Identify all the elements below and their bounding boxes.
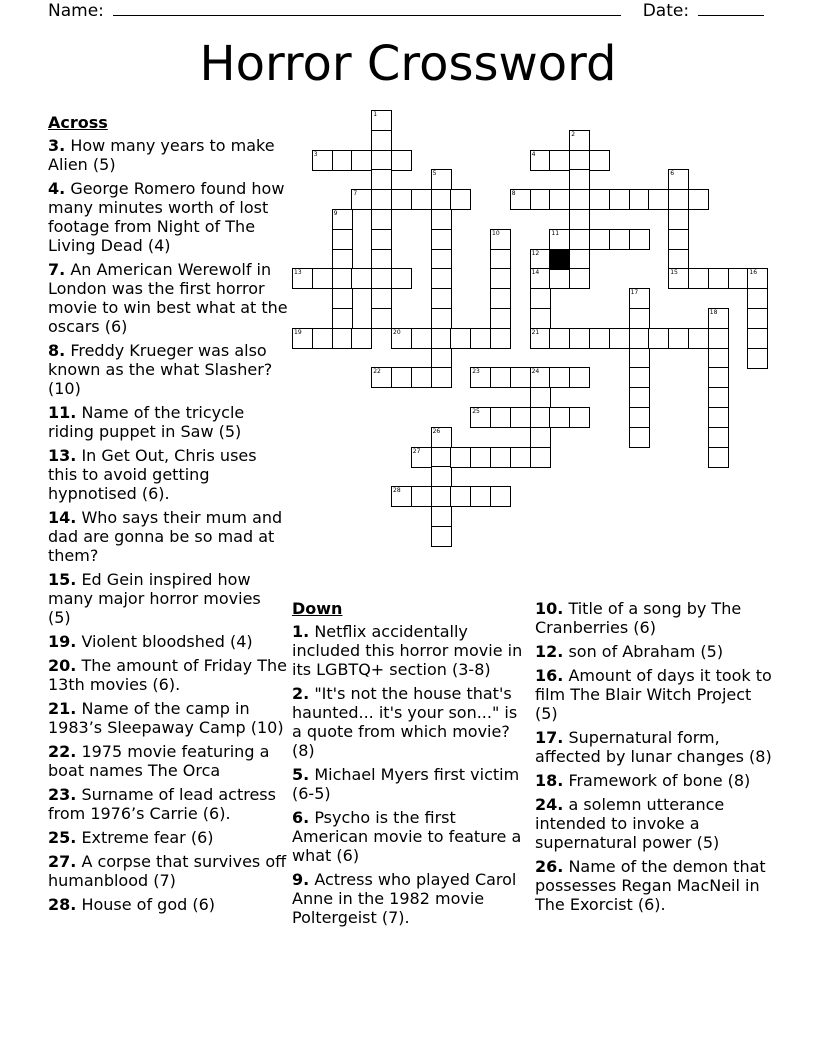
grid-cell[interactable]: [747, 288, 768, 309]
grid-cell[interactable]: [371, 130, 392, 151]
clue-text: Who says their mum and dad are gonna be so mad at them?: [48, 508, 283, 565]
grid-cell[interactable]: [431, 229, 452, 250]
grid-cell[interactable]: [668, 169, 689, 190]
cell-number: 22: [373, 368, 381, 376]
grid-cell[interactable]: [589, 150, 610, 171]
grid-cell[interactable]: [391, 367, 412, 388]
grid-cell[interactable]: [431, 268, 452, 289]
clue-item: [48, 136, 288, 174]
name-label: Name:: [48, 1, 104, 21]
clue-text: An American Werewolf in London was the first horror movie to win best what at the oscars (6): [48, 260, 288, 336]
cell-number: 20: [393, 328, 401, 336]
grid-cell[interactable]: [589, 328, 610, 349]
grid-cell[interactable]: [292, 268, 313, 289]
cell-number: 7: [353, 190, 358, 198]
grid-cell[interactable]: [569, 367, 590, 388]
grid-cell[interactable]: [589, 189, 610, 210]
grid-cell[interactable]: [510, 407, 531, 428]
clue-text: Name of the camp in 1983’s Sleepaway Camp (10): [48, 699, 284, 737]
grid-cell[interactable]: [530, 427, 551, 448]
clue-text: a solemn utterance intended to invoke a supernatural power (5): [535, 795, 725, 852]
grid-cell[interactable]: [668, 209, 689, 230]
clue-number: 12.: [535, 642, 564, 661]
grid-cell[interactable]: [431, 288, 452, 309]
clue-item: [292, 765, 530, 803]
grid-cell[interactable]: [569, 268, 590, 289]
grid-cell[interactable]: [530, 288, 551, 309]
clue-number: 16.: [535, 666, 564, 685]
clue-item: [535, 771, 775, 790]
clue-item: [535, 599, 775, 637]
grid-cell[interactable]: [629, 308, 650, 329]
grid-cell[interactable]: [332, 209, 353, 230]
cell-number: 9: [333, 210, 338, 217]
grid-cell[interactable]: [530, 387, 551, 408]
cell-number: 21: [531, 328, 540, 336]
grid-cell[interactable]: [530, 367, 551, 388]
clue-item: [292, 622, 530, 679]
clue-number: 7.: [48, 260, 66, 279]
clue-item: [535, 857, 775, 914]
clue-number: 2.: [292, 684, 310, 703]
clue-item: [48, 570, 288, 627]
grid-cell[interactable]: [371, 150, 392, 171]
header-fields: [48, 0, 764, 21]
cell-number: 11: [551, 229, 560, 237]
grid-cell[interactable]: [450, 447, 471, 468]
grid-cell[interactable]: [530, 308, 551, 329]
grid-cell[interactable]: [431, 447, 452, 468]
grid-cell[interactable]: [688, 328, 709, 349]
clue-number: 10.: [535, 599, 564, 618]
clue-number: 8.: [48, 341, 66, 360]
grid-cell[interactable]: [708, 427, 729, 448]
clue-text: Actress who played Carol Anne in the 1982 movie Poltergeist (7).: [292, 870, 517, 927]
grid-cell[interactable]: [530, 268, 551, 289]
grid-cell[interactable]: [371, 229, 392, 250]
clue-number: 22.: [48, 742, 77, 761]
grid-cell[interactable]: [411, 189, 432, 210]
crossword-grid: [292, 110, 772, 550]
cell-number: 10: [492, 229, 500, 237]
down-clues: [292, 599, 530, 932]
grid-cell[interactable]: [431, 189, 452, 210]
cell-number: 27: [412, 447, 421, 455]
clue-text: How many years to make Alien (5): [48, 136, 275, 174]
grid-cell[interactable]: [490, 229, 511, 250]
grid-cell[interactable]: [747, 268, 768, 289]
grid-cell[interactable]: [312, 150, 333, 171]
clue-text: Violent bloodshed (4): [81, 632, 253, 651]
clue-text: Ed Gein inspired how many major horror movies (5): [48, 570, 261, 627]
cell-number: 15: [670, 269, 678, 277]
clue-number: 24.: [535, 795, 564, 814]
clue-item: [48, 895, 288, 914]
grid-cell[interactable]: [609, 189, 630, 210]
grid-cell[interactable]: [431, 249, 452, 270]
clue-text: House of god (6): [81, 895, 216, 914]
clue-number: 23.: [48, 785, 77, 804]
grid-cell[interactable]: [470, 367, 491, 388]
grid-cell[interactable]: [530, 447, 551, 468]
grid-cell[interactable]: [351, 150, 372, 171]
grid-cell[interactable]: [371, 189, 392, 210]
grid-cell[interactable]: [549, 328, 570, 349]
grid-cell[interactable]: [549, 150, 570, 171]
grid-cell[interactable]: [530, 249, 551, 270]
cell-number: 2: [571, 130, 576, 138]
grid-cell[interactable]: [668, 229, 689, 250]
grid-cell[interactable]: [629, 189, 650, 210]
grid-cell[interactable]: [431, 308, 452, 329]
grid-cell[interactable]: [371, 367, 392, 388]
grid-cell[interactable]: [629, 348, 650, 369]
grid-cell[interactable]: [371, 249, 392, 270]
cell-number: 25: [472, 408, 480, 415]
grid-cell[interactable]: [411, 328, 432, 349]
grid-cell[interactable]: [530, 150, 551, 171]
grid-cell[interactable]: [450, 486, 471, 507]
clue-text: Framework of bone (8): [568, 771, 751, 790]
grid-cell[interactable]: [609, 328, 630, 349]
clue-item: [48, 656, 288, 694]
grid-cell[interactable]: [391, 189, 412, 210]
clue-item: [48, 341, 288, 398]
clue-number: 15.: [48, 570, 77, 589]
grid-cell[interactable]: [470, 486, 491, 507]
grid-cell[interactable]: [411, 367, 432, 388]
grid-cell[interactable]: [490, 249, 511, 270]
grid-cell[interactable]: [668, 328, 689, 349]
grid-cell[interactable]: [589, 229, 610, 250]
clue-item: [535, 642, 775, 661]
grid-cell[interactable]: [431, 427, 452, 448]
grid-cell[interactable]: [609, 229, 630, 250]
grid-cell[interactable]: [431, 466, 452, 487]
grid-cell[interactable]: [490, 268, 511, 289]
grid-cell[interactable]: [549, 268, 570, 289]
page-title: Horror Crossword: [199, 36, 617, 92]
grid-cell[interactable]: [569, 209, 590, 230]
grid-cell[interactable]: [411, 486, 432, 507]
down-heading: Down: [292, 599, 343, 618]
grid-cell[interactable]: [490, 308, 511, 329]
grid-cell[interactable]: [332, 249, 353, 270]
clue-number: 1.: [292, 622, 310, 641]
clue-number: 11.: [48, 403, 77, 422]
clue-text: son of Abraham (5): [568, 642, 724, 661]
clue-text: Netflix accidentally included this horror movie in its LGBTQ+ section (3-8): [292, 622, 523, 679]
grid-cell[interactable]: [490, 447, 511, 468]
clue-number: 5.: [292, 765, 310, 784]
grid-cell[interactable]: [470, 447, 491, 468]
clue-text: "It's not the house that's haunted... it's your son..." is a quote from which movie? (8): [292, 684, 518, 760]
down-clues-continued: [535, 599, 775, 919]
grid-cell[interactable]: [431, 169, 452, 190]
grid-cell[interactable]: [530, 328, 551, 349]
grid-cell[interactable]: [450, 328, 471, 349]
grid-cell[interactable]: [747, 348, 768, 369]
clue-item: [535, 795, 775, 852]
grid-cell[interactable]: [569, 328, 590, 349]
cell-number: 17: [630, 289, 639, 297]
clue-number: 13.: [48, 446, 77, 465]
clue-number: 21.: [48, 699, 77, 718]
grid-cell[interactable]: [391, 150, 412, 171]
clue-text: Amount of days it took to film The Blair Witch Project (5): [535, 666, 772, 723]
date-label: Date:: [642, 1, 690, 21]
clue-number: 19.: [48, 632, 77, 651]
clue-item: [535, 728, 775, 766]
cell-number: 3: [313, 150, 318, 158]
clue-text: Freddy Krueger was also known as the what Slasher? (10): [48, 341, 273, 398]
grid-cell[interactable]: [530, 189, 551, 210]
clue-text: A corpse that survives off humanblood (7): [48, 852, 287, 890]
grid-cell[interactable]: [668, 249, 689, 270]
clue-item: [48, 699, 288, 737]
grid-cell[interactable]: [668, 268, 689, 289]
grid-cell[interactable]: [549, 367, 570, 388]
grid-cell[interactable]: [490, 407, 511, 428]
cell-number: 13: [294, 269, 302, 277]
grid-cell[interactable]: [569, 407, 590, 428]
grid-cell[interactable]: [569, 189, 590, 210]
grid-cell[interactable]: [708, 407, 729, 428]
grid-cell[interactable]: [569, 229, 590, 250]
clue-item: [48, 179, 288, 255]
clue-item: [48, 260, 288, 336]
grid-cell[interactable]: [371, 308, 392, 329]
across-clues: [48, 113, 288, 919]
clue-number: 20.: [48, 656, 77, 675]
clue-item: [48, 403, 288, 441]
grid-cell[interactable]: [629, 288, 650, 309]
clue-number: 28.: [48, 895, 77, 914]
cell-number: 16: [749, 269, 758, 277]
grid-cell[interactable]: [371, 169, 392, 190]
clue-text: Name of the tricycle riding puppet in Saw (5): [48, 403, 245, 441]
grid-cell[interactable]: [351, 189, 372, 210]
across-heading: Across: [48, 113, 108, 132]
clue-item: [535, 666, 775, 723]
grid-black-cell: [549, 249, 570, 270]
cell-number: 5: [432, 170, 437, 178]
clue-item: [48, 852, 288, 890]
grid-cell[interactable]: [490, 288, 511, 309]
grid-cell[interactable]: [569, 150, 590, 171]
grid-cell[interactable]: [708, 387, 729, 408]
grid-cell[interactable]: [312, 328, 333, 349]
grid-cell[interactable]: [688, 268, 709, 289]
grid-cell[interactable]: [708, 348, 729, 369]
grid-cell[interactable]: [490, 486, 511, 507]
date-blank[interactable]: [698, 0, 764, 16]
clue-item: [48, 508, 288, 565]
clue-number: 9.: [292, 870, 310, 889]
grid-cell[interactable]: [490, 367, 511, 388]
grid-cell[interactable]: [391, 486, 412, 507]
grid-cell[interactable]: [431, 486, 452, 507]
clue-number: 4.: [48, 179, 66, 198]
grid-cell[interactable]: [450, 189, 471, 210]
grid-cell[interactable]: [332, 308, 353, 329]
cell-number: 4: [531, 150, 536, 158]
grid-cell[interactable]: [629, 328, 650, 349]
clue-text: 1975 movie featuring a boat names The Orca: [48, 742, 270, 780]
grid-cell[interactable]: [668, 189, 689, 210]
grid-cell[interactable]: [371, 268, 392, 289]
clue-item: [48, 446, 288, 503]
grid-cell[interactable]: [629, 387, 650, 408]
grid-cell[interactable]: [549, 407, 570, 428]
grid-cell[interactable]: [688, 189, 709, 210]
cell-number: 14: [531, 269, 540, 277]
grid-cell[interactable]: [312, 268, 333, 289]
cell-number: 24: [531, 368, 540, 376]
grid-cell[interactable]: [747, 328, 768, 349]
cell-number: 28: [393, 487, 401, 495]
grid-cell[interactable]: [431, 328, 452, 349]
clue-text: The amount of Friday The 13th movies (6).: [48, 656, 287, 694]
grid-cell[interactable]: [292, 328, 313, 349]
clue-text: In Get Out, Chris uses this to avoid getting hypnotised (6).: [48, 446, 257, 503]
clue-number: 27.: [48, 852, 77, 871]
clue-item: [48, 632, 288, 651]
clue-number: 17.: [535, 728, 564, 747]
grid-cell[interactable]: [708, 367, 729, 388]
clue-item: [48, 785, 288, 823]
grid-cell[interactable]: [708, 308, 729, 329]
clue-number: 26.: [535, 857, 564, 876]
cell-number: 12: [531, 249, 540, 257]
clue-number: 6.: [292, 808, 310, 827]
grid-cell[interactable]: [371, 110, 392, 131]
grid-cell[interactable]: [332, 328, 353, 349]
grid-cell[interactable]: [510, 189, 531, 210]
grid-cell[interactable]: [351, 328, 372, 349]
clue-item: [292, 870, 530, 927]
grid-cell[interactable]: [648, 189, 669, 210]
grid-cell[interactable]: [549, 189, 570, 210]
cell-number: 8: [511, 190, 516, 198]
cell-number: 18: [709, 309, 718, 316]
grid-cell[interactable]: [371, 209, 392, 230]
clue-number: 25.: [48, 828, 77, 847]
grid-cell[interactable]: [629, 407, 650, 428]
cell-number: 1: [373, 111, 378, 118]
grid-cell[interactable]: [332, 150, 353, 171]
grid-cell[interactable]: [569, 249, 590, 270]
cell-number: 19: [294, 328, 302, 336]
clue-text: Title of a song by The Cranberries (6): [535, 599, 742, 637]
cell-number: 26: [432, 427, 441, 435]
clue-number: 3.: [48, 136, 66, 155]
clue-number: 18.: [535, 771, 564, 790]
clue-item: [48, 828, 288, 847]
clue-text: Psycho is the first American movie to feature a what (6): [292, 808, 522, 865]
grid-cell[interactable]: [708, 328, 729, 349]
grid-cell[interactable]: [629, 229, 650, 250]
grid-cell[interactable]: [510, 447, 531, 468]
grid-cell[interactable]: [332, 229, 353, 250]
grid-cell[interactable]: [530, 407, 551, 428]
clue-text: Name of the demon that possesses Regan MacNeil in The Exorcist (6).: [535, 857, 766, 914]
grid-cell[interactable]: [747, 308, 768, 329]
grid-cell[interactable]: [549, 229, 570, 250]
grid-cell[interactable]: [510, 367, 531, 388]
grid-cell[interactable]: [569, 169, 590, 190]
clue-text: Extreme fear (6): [81, 828, 214, 847]
grid-cell[interactable]: [728, 268, 749, 289]
clue-item: [292, 808, 530, 865]
clue-item: [48, 742, 288, 780]
grid-cell[interactable]: [648, 328, 669, 349]
clue-text: George Romero found how many minutes worth of lost footage from Night of The Living Dead (4): [48, 179, 285, 255]
name-blank[interactable]: [113, 0, 621, 16]
grid-cell[interactable]: [431, 526, 452, 547]
grid-cell[interactable]: [569, 130, 590, 151]
grid-cell[interactable]: [629, 427, 650, 448]
clue-item: [292, 684, 530, 760]
cell-number: 23: [472, 368, 480, 376]
grid-cell[interactable]: [332, 268, 353, 289]
grid-cell[interactable]: [629, 367, 650, 388]
grid-cell[interactable]: [431, 506, 452, 527]
clue-text: Michael Myers first victim (6-5): [292, 765, 520, 803]
grid-cell[interactable]: [431, 367, 452, 388]
grid-cell[interactable]: [391, 328, 412, 349]
grid-cell[interactable]: [431, 348, 452, 369]
grid-cell[interactable]: [371, 288, 392, 309]
grid-cell[interactable]: [431, 209, 452, 230]
grid-cell[interactable]: [490, 328, 511, 349]
grid-cell[interactable]: [391, 268, 412, 289]
grid-cell[interactable]: [351, 268, 372, 289]
grid-cell[interactable]: [411, 447, 432, 468]
clue-text: Surname of lead actress from 1976’s Carrie (6).: [48, 785, 276, 823]
clue-text: Supernatural form, affected by lunar changes (8): [535, 728, 772, 766]
clue-number: 14.: [48, 508, 77, 527]
grid-cell[interactable]: [470, 407, 491, 428]
grid-cell[interactable]: [708, 447, 729, 468]
cell-number: 6: [670, 170, 675, 178]
grid-cell[interactable]: [708, 268, 729, 289]
grid-cell[interactable]: [470, 328, 491, 349]
grid-cell[interactable]: [332, 288, 353, 309]
